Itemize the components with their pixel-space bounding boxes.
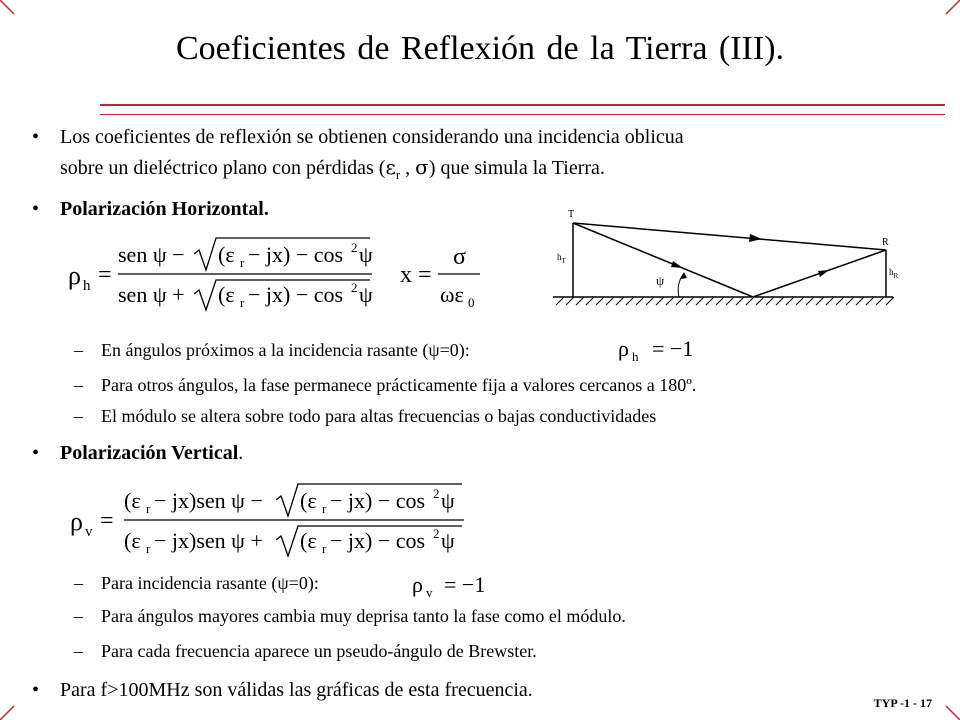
svg-text:σ: σ bbox=[453, 244, 466, 270]
horizontal-item-3: – El módulo se altera sobre todo para altas frecuencias o bajas conductividades bbox=[74, 406, 657, 426]
svg-text:2: 2 bbox=[351, 280, 358, 295]
svg-text:v: v bbox=[85, 524, 93, 540]
eq-rho: ρ bbox=[68, 261, 81, 290]
svg-text:ψ: ψ bbox=[441, 488, 455, 513]
svg-text:r: r bbox=[240, 295, 245, 310]
vertical-item-1: – Para incidencia rasante (ψ=0): bbox=[74, 573, 319, 593]
label-hT: $h_T$ bbox=[557, 252, 566, 265]
horizontal-item-3-text: El módulo se altera sobre todo para altas frecuencias o bajas conductividades bbox=[101, 406, 657, 426]
bullet-dot: • bbox=[32, 126, 40, 148]
vertical-equation bbox=[60, 478, 480, 558]
svg-text:v: v bbox=[426, 585, 433, 600]
svg-text:ρ: ρ bbox=[70, 507, 83, 536]
svg-text:= −1: = −1 bbox=[652, 336, 694, 361]
eq-num-rad: (ε bbox=[218, 242, 235, 267]
label-hR: $h_R$ bbox=[889, 267, 899, 280]
svg-text:− jx)sen ψ +: − jx)sen ψ + bbox=[154, 528, 263, 553]
svg-text:− jx) − cos: − jx) − cos bbox=[330, 528, 426, 553]
title-rule-top bbox=[100, 104, 945, 106]
svg-text:2: 2 bbox=[433, 486, 440, 501]
horizontal-item-2: – Para otros ángulos, la fase permanece prácticamente fija a valores cercanos a 180º. bbox=[74, 375, 697, 395]
svg-text:− jx)sen ψ −: − jx)sen ψ − bbox=[154, 488, 263, 513]
epsilon-symbol: ε bbox=[385, 155, 396, 179]
vertical-item-2: – Para ángulos mayores cambia muy deprisa tanto la fase como el módulo. bbox=[74, 606, 626, 626]
vertical-item-3-text: Para cada frecuencia aparece un pseudo-ángulo de Brewster. bbox=[101, 641, 537, 661]
svg-text:0: 0 bbox=[468, 295, 475, 310]
svg-text:r: r bbox=[322, 541, 327, 556]
label-T: T bbox=[568, 209, 575, 220]
final-bullet-text: Para f>100MHz son válidas las gráficas de esta frecuencia. bbox=[60, 679, 533, 701]
svg-text:(ε: (ε bbox=[300, 488, 317, 513]
bullet-dot: • bbox=[32, 442, 40, 464]
vertical-item-3: – Para cada frecuencia aparece un pseudo-ángulo de Brewster. bbox=[74, 641, 537, 661]
rho-h-result bbox=[612, 334, 712, 364]
svg-text:ρ: ρ bbox=[618, 336, 629, 361]
svg-text:ψ: ψ bbox=[441, 528, 455, 553]
sigma-symbol: σ bbox=[415, 155, 429, 179]
epsilon-subscript: r bbox=[395, 167, 401, 182]
svg-text:ωε: ωε bbox=[440, 282, 464, 307]
bullet-dot: • bbox=[32, 198, 40, 220]
svg-text:ψ: ψ bbox=[359, 282, 373, 307]
svg-text:(ε: (ε bbox=[300, 528, 317, 553]
svg-text:r: r bbox=[322, 501, 327, 516]
reflection-diagram bbox=[548, 205, 908, 317]
intro-line-2-b: ) que simula la Tierra. bbox=[428, 157, 605, 179]
svg-text:2: 2 bbox=[351, 240, 358, 255]
intro-line-1: Los coeficientes de reflexión se obtienen considerando una incidencia oblicua bbox=[60, 126, 684, 148]
vertical-item-1-text: Para incidencia rasante (ψ=0): bbox=[101, 573, 319, 593]
svg-text:r: r bbox=[146, 501, 151, 516]
title-rule-bottom bbox=[100, 114, 945, 115]
svg-text:− jx) − cos: − jx) − cos bbox=[248, 282, 344, 307]
svg-text:2: 2 bbox=[433, 526, 440, 541]
svg-text:r: r bbox=[240, 255, 245, 270]
horizontal-equation bbox=[60, 232, 490, 312]
slide-number: TYP -1 - 17 bbox=[873, 696, 932, 710]
svg-text:(ε: (ε bbox=[124, 488, 141, 513]
eq-x: x = bbox=[400, 262, 432, 288]
bullet-dot: • bbox=[32, 679, 40, 701]
label-R: R bbox=[882, 237, 889, 248]
svg-text:r: r bbox=[146, 541, 151, 556]
svg-text:− jx) − cos: − jx) − cos bbox=[248, 242, 344, 267]
svg-text:ρ: ρ bbox=[412, 572, 423, 597]
svg-text:ψ: ψ bbox=[359, 242, 373, 267]
horizontal-item-1: – En ángulos próximos a la incidencia rasante (ψ=0): bbox=[74, 340, 470, 360]
vertical-item-2-text: Para ángulos mayores cambia muy deprisa tanto la fase como el módulo. bbox=[101, 606, 626, 626]
horizontal-item-1-text: En ángulos próximos a la incidencia rasante (ψ=0): bbox=[101, 340, 470, 360]
svg-text:(ε: (ε bbox=[218, 282, 235, 307]
svg-text:=: = bbox=[100, 508, 114, 534]
intro-line-2-a: sobre un dieléctrico plano con pérdidas ( bbox=[60, 157, 386, 179]
eq-equals: = bbox=[98, 262, 112, 288]
intro-comma: , bbox=[400, 157, 416, 179]
intro-line-2 bbox=[60, 154, 605, 188]
horizontal-item-2-text: Para otros ángulos, la fase permanece prácticamente fija a valores cercanos a 180º. bbox=[101, 375, 697, 395]
page-title: Coeficientes de Reflexión de la Tierra (III). bbox=[175, 30, 785, 67]
svg-text:= −1: = −1 bbox=[444, 572, 486, 597]
label-psi: ψ bbox=[656, 273, 665, 288]
eq-num: sen ψ − bbox=[118, 242, 185, 267]
horizontal-heading: Polarización Horizontal. bbox=[60, 198, 269, 220]
svg-text:(ε: (ε bbox=[124, 528, 141, 553]
vertical-heading-text: Polarización Vertical bbox=[60, 442, 239, 464]
rho-v-result bbox=[406, 570, 506, 600]
eq-rho-sub: h bbox=[83, 278, 91, 294]
svg-text:h: h bbox=[632, 349, 639, 364]
vertical-heading: Polarización Vertical. bbox=[60, 442, 244, 464]
svg-text:− jx) − cos: − jx) − cos bbox=[330, 488, 426, 513]
eq-den: sen ψ + bbox=[118, 282, 185, 307]
